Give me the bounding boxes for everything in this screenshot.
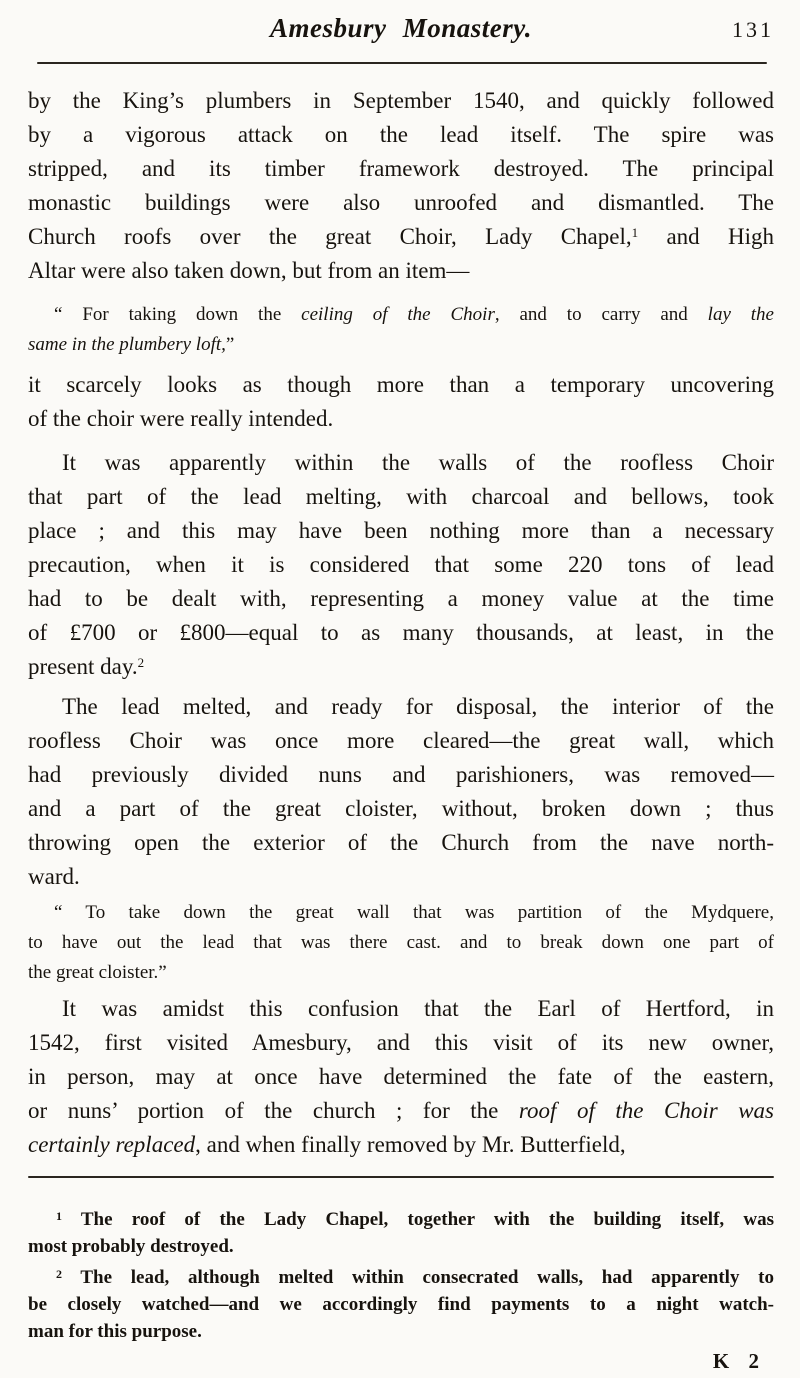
text-segment: The lead melted, and ready for disposal, the interior of the <box>62 694 774 719</box>
text-segment: Church roofs over the great Choir, Lady Chapel, <box>28 224 632 249</box>
text-line <box>28 1233 774 1260</box>
text-segment: lay the <box>707 304 774 325</box>
text-segment: that part of the lead melting, with charcoal and bellows, took <box>28 484 774 509</box>
text-segment: monastic buildings were also unroofed and dismantled. The <box>28 190 774 215</box>
text-segment: ” <box>225 334 235 355</box>
text-segment: certainly replaced <box>28 1132 196 1157</box>
text-line <box>28 724 774 758</box>
text-line <box>28 152 774 186</box>
text-segment: most probably destroyed. <box>28 1236 234 1257</box>
header-rule <box>37 62 767 64</box>
text-line <box>28 548 774 582</box>
text-line <box>28 826 774 860</box>
text-line <box>28 330 774 360</box>
text-line <box>28 254 774 288</box>
footnote-marker: 1 <box>56 1209 62 1223</box>
text-line <box>28 514 774 548</box>
text-segment: The roof of the Lady Chapel, together with the building itself, was <box>62 1209 774 1230</box>
text-segment: it scarcely looks as though more than a temporary uncovering <box>28 372 774 397</box>
text-segment: “ To take down the great wall that was partition of the Mydquere, <box>54 902 774 923</box>
text-line <box>28 220 774 254</box>
text-segment: , and to carry and <box>494 304 708 325</box>
text-segment: throwing open the exterior of the Church from the nave north- <box>28 830 774 855</box>
text-segment: the great cloister.” <box>28 962 167 983</box>
text-segment: man for this purpose. <box>28 1321 202 1342</box>
text-line <box>28 118 774 152</box>
text-segment: same in the plumbery loft, <box>28 334 226 355</box>
text-line <box>28 300 774 330</box>
running-title: Amesbury Monastery. <box>269 13 532 43</box>
text-line <box>28 480 774 514</box>
text-segment: in person, may at once have determined the fate of the eastern, <box>28 1064 774 1089</box>
text-segment: roof of the Choir was <box>518 1098 774 1123</box>
text-line <box>28 758 774 792</box>
text-segment: roofless Choir was once more cleared—the great wall, which <box>28 728 774 753</box>
text-segment: It was apparently within the walls of the roofless Choir <box>62 450 774 475</box>
text-line <box>28 650 774 684</box>
text-segment: and a part of the great cloister, without, broken down ; thus <box>28 796 774 821</box>
text-line <box>28 616 774 650</box>
text-line <box>28 402 774 436</box>
text-line <box>28 1026 774 1060</box>
text-segment: had to be dealt with, representing a money value at the time <box>28 586 774 611</box>
text-line <box>28 84 774 118</box>
text-line <box>28 186 774 220</box>
quoted-extract-1 <box>28 300 774 360</box>
text-segment: by a vigorous attack on the lead itself. The spire was <box>28 122 774 147</box>
text-line <box>28 1128 774 1162</box>
text-segment: to have out the lead that was there cast. and to break down one part of <box>28 932 774 953</box>
text-segment: Altar were also taken down, but from an item— <box>28 258 470 283</box>
paragraph-1 <box>28 84 774 288</box>
text-line <box>28 1094 774 1128</box>
text-segment: or nuns’ portion of the church ; for the <box>28 1098 519 1123</box>
text-line <box>28 898 774 928</box>
footnote-marker: 2 <box>137 655 145 670</box>
text-line <box>28 860 774 894</box>
text-line <box>28 1264 774 1291</box>
text-segment: had previously divided nuns and parishioners, was removed— <box>28 762 774 787</box>
text-segment: place ; and this may have been nothing more than a necessary <box>28 518 774 543</box>
text-line <box>28 446 774 480</box>
text-segment: present day. <box>28 654 138 679</box>
text-line <box>28 928 774 958</box>
text-segment: It was amidst this confusion that the Earl of Hertford, in <box>62 996 774 1021</box>
quoted-extract-2 <box>28 898 774 988</box>
page-header <box>28 0 774 84</box>
text-segment: of the choir were really intended. <box>28 406 334 431</box>
footnote-marker: 2 <box>56 1267 62 1281</box>
text-segment: be closely watched—and we accordingly find payments to a night watch- <box>28 1294 774 1315</box>
text-line <box>28 1206 774 1233</box>
text-line <box>28 368 774 402</box>
text-line <box>28 958 774 988</box>
page-number: 131 <box>732 17 774 42</box>
text-line <box>28 690 774 724</box>
paragraph-3 <box>28 446 774 684</box>
text-line <box>28 582 774 616</box>
text-segment: of £700 or £800—equal to as many thousands, at least, in the <box>28 620 774 645</box>
text-segment: , and when finally removed by Mr. Butterfield, <box>195 1132 626 1157</box>
footnote-2 <box>28 1264 774 1345</box>
text-segment: by the King’s plumbers in September 1540, and quickly followed <box>28 88 774 113</box>
text-segment: precaution, when it is considered that some 220 tons of lead <box>28 552 774 577</box>
text-line <box>28 792 774 826</box>
text-line <box>28 1291 774 1318</box>
text-line <box>28 992 774 1026</box>
paragraph-2 <box>28 368 774 436</box>
text-segment: “ For taking down the <box>54 304 302 325</box>
signature-mark: K 2 <box>712 1349 760 1373</box>
text-line <box>28 1318 774 1345</box>
text-segment: stripped, and its timber framework destroyed. The principal <box>28 156 774 181</box>
paragraph-4 <box>28 690 774 894</box>
text-segment: and High <box>638 224 774 249</box>
text-segment: The lead, although melted within consecrated walls, had apparently to <box>62 1267 774 1288</box>
paragraph-5 <box>28 992 774 1162</box>
text-segment: 1542, first visited Amesbury, and this visit of its new owner, <box>28 1030 774 1055</box>
footnote-rule <box>28 1176 774 1178</box>
text-segment: ward. <box>28 864 80 889</box>
text-segment: ceiling of the Choir <box>301 304 495 325</box>
footnote-marker: 1 <box>631 225 639 240</box>
text-line <box>28 1060 774 1094</box>
footnote-1 <box>28 1206 774 1260</box>
